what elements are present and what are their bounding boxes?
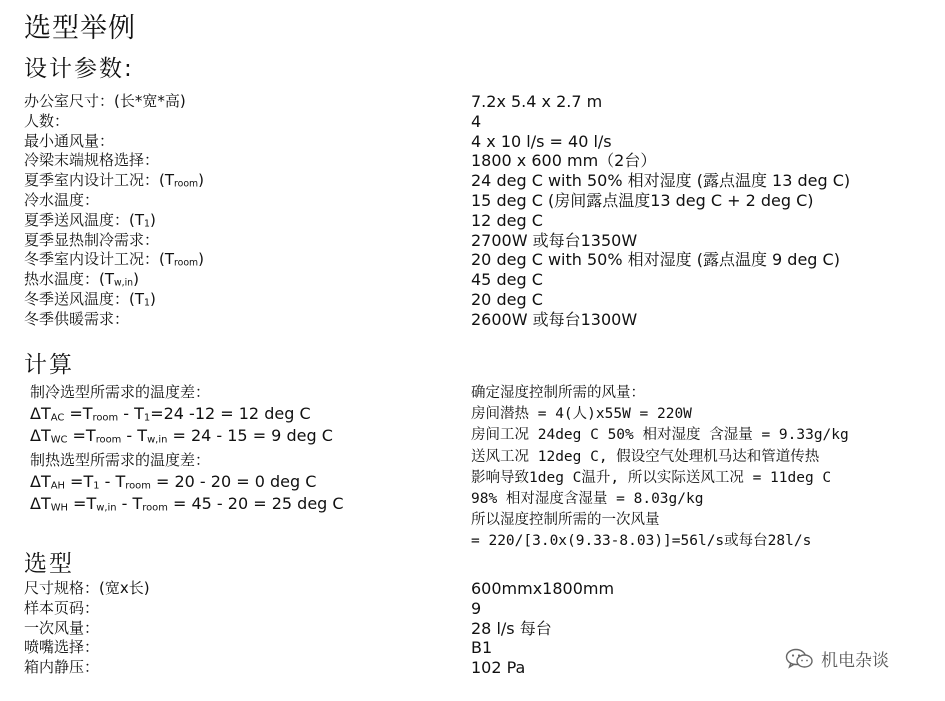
label-nozzle: 喷嘴选择： <box>24 638 100 657</box>
value-catalog-page: 9 <box>471 598 482 618</box>
selection-heading: 选型 <box>24 551 74 577</box>
delta-t-wh: $\Delta T_{WH} =T_{w,in} - T_{room} = 45 - 20 = 25$ deg C <box>30 494 344 514</box>
humidity-line: = 220/[3.0x(9.33-8.03)]=56l/s或每台28l/s <box>471 533 812 550</box>
watermark-text: 机电杂谈 <box>821 651 889 671</box>
value-static-pressure: 102 Pa <box>471 658 526 678</box>
value-primary-air: 28 l/s 每台 <box>471 618 552 638</box>
label-static-pressure: 箱内静压： <box>24 658 100 677</box>
value-people: 4 <box>471 111 482 131</box>
humidity-line: 影响导致1deg C温升, 所以实际送风工况 = 11deg C <box>471 469 832 486</box>
value-nozzle: B1 <box>471 638 493 658</box>
watermark <box>785 646 889 671</box>
value-hot-water: 45 deg C <box>471 270 543 290</box>
label-winter-supply: 冬季送风温度：$(T_1)$ <box>24 289 156 309</box>
value-winter-indoor: 20 deg C with 50% 相对湿度 (露点温度 9 deg C) <box>471 250 840 270</box>
humidity-line: 房间工况 24deg C 50% 相对湿度 含湿量 = 9.33g/kg <box>471 427 849 444</box>
value-winter-heating: 2600W 或每台1300W <box>471 309 638 329</box>
value-summer-supply: 12 deg C <box>471 210 543 230</box>
calc-heading: 计算 <box>24 352 74 378</box>
humidity-line: 所以湿度控制所需的一次风量 <box>471 512 660 529</box>
label-chilled-water: 冷水温度： <box>24 190 100 209</box>
delta-t-ac: $\Delta T_{AC} =T_{room} - T_1=24$ -12 = 12 deg C <box>30 404 311 424</box>
selection-labels <box>24 579 150 678</box>
selection-values <box>471 579 614 678</box>
temperature-difference-block <box>30 382 344 515</box>
humidity-line: 确定湿度控制所需的风量： <box>471 385 645 401</box>
design-params-labels <box>24 92 204 330</box>
label-min-ventilation: 最小通风量： <box>24 131 115 150</box>
label-summer-sensible: 夏季显热制冷需求： <box>24 230 160 249</box>
value-office-size: 7.2x 5.4 x 2.7 m <box>471 92 603 111</box>
value-min-ventilation: 4 x 10 l/s = 40 l/s <box>471 131 612 151</box>
humidity-line: 房间潜热 = 4(人)x55W = 220W <box>471 406 692 423</box>
design-params-values <box>471 92 850 330</box>
value-winter-supply: 20 deg C <box>471 289 543 309</box>
label-winter-heating: 冬季供暖需求： <box>24 309 130 328</box>
label-catalog-page: 样本页码： <box>24 598 100 617</box>
delta-t-wc: $\Delta T_{WC} =T_{room} - T_{w,in} = 24 - 15 = 9$ deg C <box>30 426 333 446</box>
humidity-control-block <box>471 383 849 553</box>
heating-title: 制热选型所需求的温度差： <box>30 451 211 469</box>
page-title: 选型举例 <box>24 13 136 44</box>
value-chilled-water: 15 deg C (房间露点温度13 deg C + 2 deg C) <box>471 190 814 210</box>
humidity-line: 送风工况 12deg C, 假设空气处理机马达和管道传热 <box>471 448 820 465</box>
value-beam-size: 1800 x 600 mm（2台） <box>471 151 657 171</box>
wechat-icon <box>785 647 815 671</box>
cooling-title: 制冷选型所需求的温度差： <box>30 383 211 401</box>
value-summer-indoor: 24 deg C with 50% 相对湿度 (露点温度 13 deg C) <box>471 171 851 191</box>
label-size-spec: 尺寸规格：(宽x长) <box>24 579 150 597</box>
label-people: 人数： <box>24 111 70 130</box>
value-summer-sensible: 2700W 或每台1350W <box>471 230 638 250</box>
delta-t-ah: $\Delta T_{AH} =T_1 - T_{room} = 20 - 20 = 0$ deg C <box>30 472 317 492</box>
label-primary-air: 一次风量： <box>24 618 100 637</box>
label-summer-supply: 夏季送风温度：$(T_1)$ <box>24 210 156 230</box>
label-hot-water: 热水温度：$(T_{w,in})$ <box>24 270 139 289</box>
design-params-heading: 设计参数: <box>24 56 134 82</box>
label-winter-indoor: 冬季室内设计工况：$(T_{room})$ <box>24 250 204 269</box>
label-beam-size: 冷梁末端规格选择： <box>24 151 160 170</box>
label-summer-indoor: 夏季室内设计工况：$(T_{room})$ <box>24 171 204 190</box>
humidity-line: 98% 相对湿度含湿量 = 8.03g/kg <box>471 491 704 508</box>
value-size-spec: 600mmx1800mm <box>471 579 615 598</box>
label-office-size: 办公室尺寸：(长*宽*高) <box>24 92 186 110</box>
